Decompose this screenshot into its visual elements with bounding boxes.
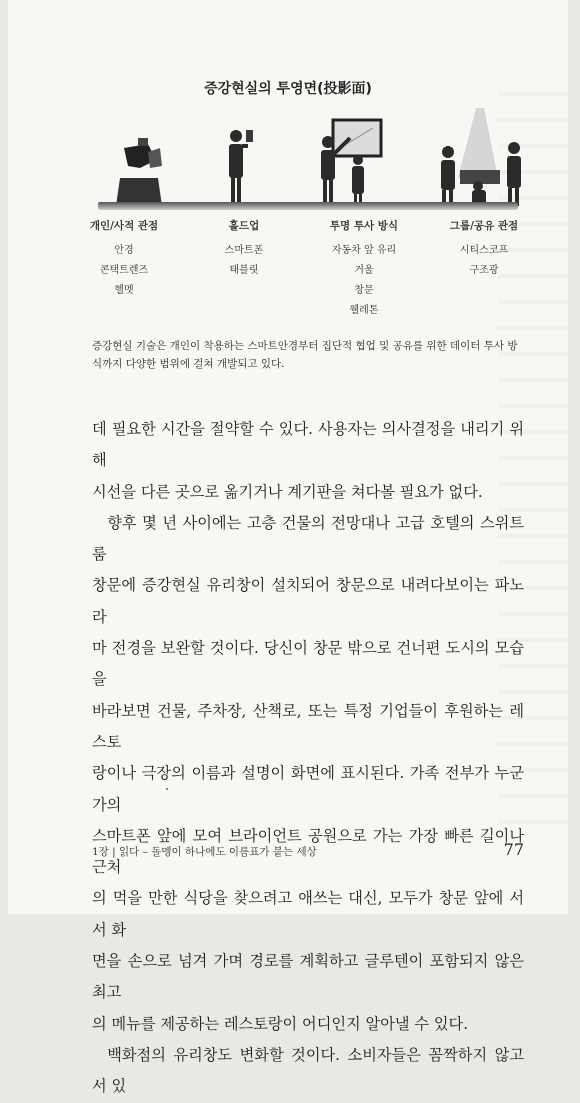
body-line: 의 먹을 만한 식당을 찾으려고 애쓰는 대신, 모두가 창문 앞에 서서 화 (92, 889, 524, 939)
category-item: 시티스코프 (459, 245, 509, 256)
projection-illustrations (28, 108, 548, 208)
category-holdup (194, 218, 294, 321)
page-number: 77 (503, 840, 524, 859)
body-line: 시선을 다른 곳으로 옮기거나 계기판을 쳐다볼 필요가 없다. (92, 482, 483, 501)
body-line: 데 필요한 시간을 절약할 수 있다. 사용자는 의사결정을 내리기 위해 (92, 420, 524, 470)
category-item: 태블릿 (229, 265, 259, 276)
body-text (92, 414, 524, 1103)
category-item: 웰레톤 (349, 305, 379, 316)
body-line: 창문에 증강현실 유리창이 설치되어 창문으로 내려다보이는 파노라 (92, 576, 524, 626)
holdup-illustration (229, 130, 253, 206)
transparent-projection-illustration (321, 120, 381, 206)
group-view-illustration (441, 108, 521, 206)
category-transparent (314, 218, 414, 321)
category-item: 콘택트렌즈 (99, 265, 149, 276)
category-heading: 개인/사적 관점 (89, 220, 159, 232)
category-heading: 투명 투사 방식 (329, 220, 399, 232)
body-line: 향후 몇 년 사이에는 고층 건물의 전망대나 고급 호텔의 스위트룸 (92, 513, 524, 564)
category-item: 구조광 (469, 265, 499, 276)
illustration-floor-shadow (98, 202, 518, 210)
running-head: 1장 | 읽다 – 돌멩이 하나에도 이름표가 붙는 세상 (92, 846, 317, 858)
category-personal (74, 218, 174, 321)
body-line: 바라보면 건물, 주차장, 산책로, 또는 특정 기업들이 후원하는 레스토 (92, 701, 524, 751)
category-item: 헬멧 (114, 285, 134, 296)
body-line: 백화점의 유리창도 변화할 것이다. 소비자들은 꼼짝하지 않고 서 있 (92, 1045, 524, 1096)
category-item: 자동차 앞 유리 (331, 245, 397, 256)
category-group (434, 218, 534, 321)
print-speck (166, 788, 168, 790)
figure-caption: 증강현실 기술은 개인이 착용하는 스마트안경부터 집단적 협업 및 공유를 위한 데이터 투사 방식까지 다양한 범위에 걸쳐 개발되고 있다. (92, 340, 518, 370)
category-heading: 그룹/공유 관점 (449, 220, 519, 232)
personal-view-illustration (116, 138, 162, 206)
book-page (8, 0, 568, 1096)
body-line: 스마트폰 앞에 모여 브라이언트 공원으로 가는 가장 빠른 길이나 근처 (92, 826, 524, 877)
category-item: 안경 (114, 245, 134, 256)
body-line: 마 전경을 보완할 것이다. 당신이 창문 밖으로 건너편 도시의 모습을 (92, 639, 524, 689)
body-line: 의 메뉴를 제공하는 레스토랑이 어디인지 알아낼 수 있다. (92, 1014, 469, 1033)
category-columns (74, 218, 534, 321)
figure-title: 증강현실의 투영면(投影面) (204, 81, 372, 97)
category-item: 창문 (354, 285, 374, 296)
category-item: 스마트폰 (224, 245, 264, 256)
category-item: 거울 (354, 265, 374, 276)
body-line: 면을 손으로 넘겨 가며 경로를 계획하고 글루텐이 포함되지 않은 최고 (92, 952, 524, 1002)
page-footer (92, 840, 524, 860)
body-line: 랑이나 극장의 이름과 설명이 화면에 표시된다. 가족 전부가 누군가의 (92, 764, 524, 814)
category-heading: 홀드업 (228, 220, 260, 232)
